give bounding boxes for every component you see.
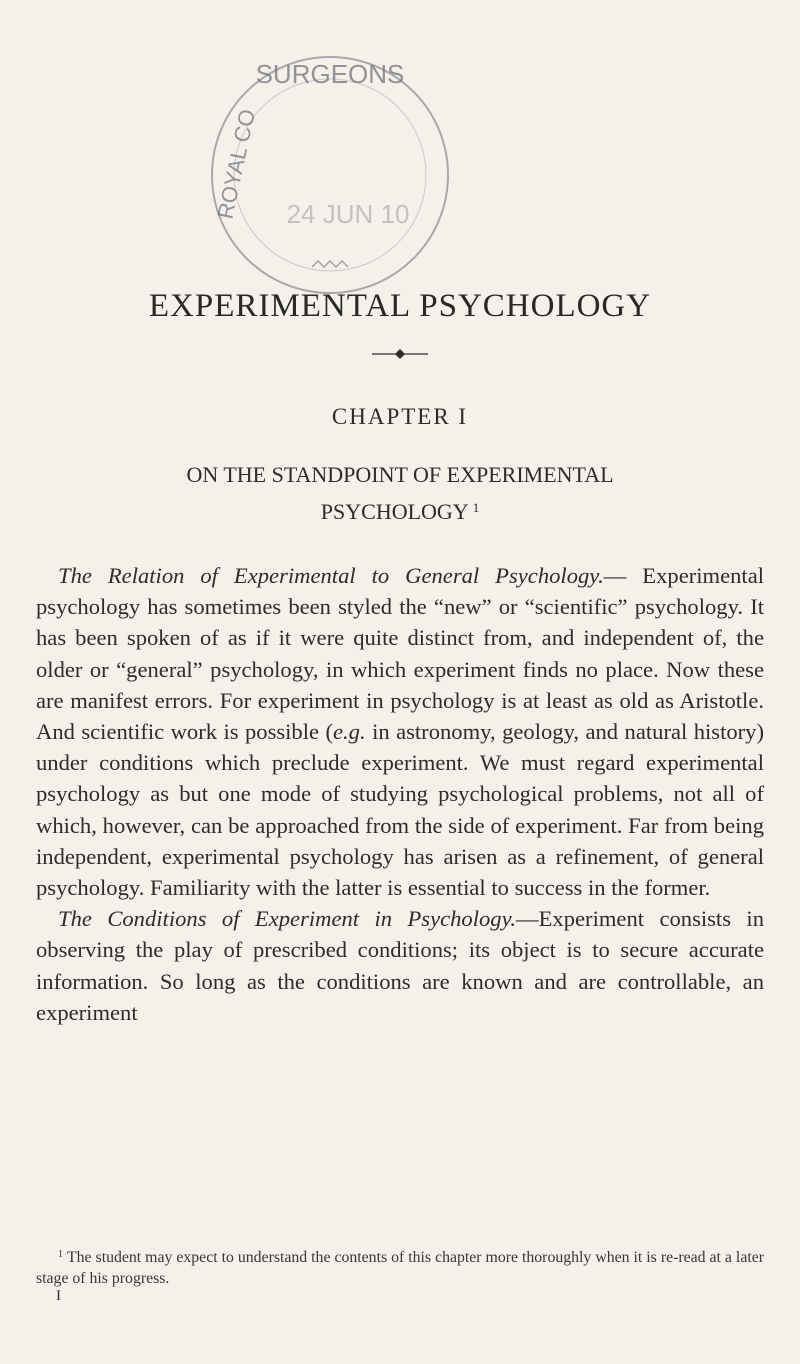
chapter-title-text: ON THE STANDPOINT OF EXPERIMENTAL PSYCHOLOGY <box>186 462 614 524</box>
paragraph-text: Experimental psychology has sometimes been styled the “new” or “scientific” psychology. It has been spoken of as if it were quite distinct from, and independent of, the older or “general” psychology, in which experiment finds no place. Now these are manifest errors. For experiment in psychology is at least as old as Aristotle. And scientific work is possible ( <box>36 563 765 745</box>
library-stamp <box>180 45 480 325</box>
footnote-ref: 1 <box>472 500 480 515</box>
page-number: I <box>56 1288 61 1304</box>
stamp-arc-text: SURGEONS <box>255 59 405 89</box>
section-heading: The Relation of Experimental to General Psychology. <box>58 563 604 588</box>
footnote-mark: 1 <box>58 1249 63 1260</box>
paragraph-text: Experiment consists in observing the play of prescribed conditions; its object is to secure accurate information. So long as the conditions are known and are controllable, an experiment <box>36 906 765 1025</box>
paragraph-text: in astronomy, geology, and natural history) under conditions which preclude experiment. We must regard experimental psychology as but one mode of studying psychological problems, not all of which, however, can be approached from the side of experiment. Far from being independent, experimental psychology has arisen as a refinement, of general psychology. Familiarity with the latter is essential to success in the former. <box>36 719 764 901</box>
body-text <box>36 560 764 1028</box>
stamp-date-text: 24 JUN 10 <box>286 199 410 229</box>
book-title: EXPERIMENTAL PSYCHOLOGY <box>148 288 652 324</box>
section-heading: The Conditions of Experiment in Psychology. <box>58 906 517 932</box>
stamp-inner-ring <box>234 79 426 271</box>
heading-dash: — <box>516 906 539 932</box>
title-rule-ornament <box>372 348 428 360</box>
paragraph-italic: e.g. <box>333 719 366 745</box>
footnote <box>36 1244 764 1289</box>
footnote-paragraph <box>36 1244 764 1289</box>
stamp-side-text: ROYAL CO <box>212 107 261 222</box>
stamp-ornament <box>312 261 348 267</box>
heading-dash: — <box>603 563 627 588</box>
paragraph <box>36 903 764 1028</box>
chapter-title <box>120 458 680 528</box>
stamp-outer-ring <box>212 57 448 293</box>
paragraph <box>36 560 764 903</box>
footnote-text: The student may expect to understand the contents of this chapter more thoroughly when it is re-read at a later stage of his progress. <box>36 1249 764 1287</box>
chapter-heading: CHAPTER I <box>331 404 469 429</box>
